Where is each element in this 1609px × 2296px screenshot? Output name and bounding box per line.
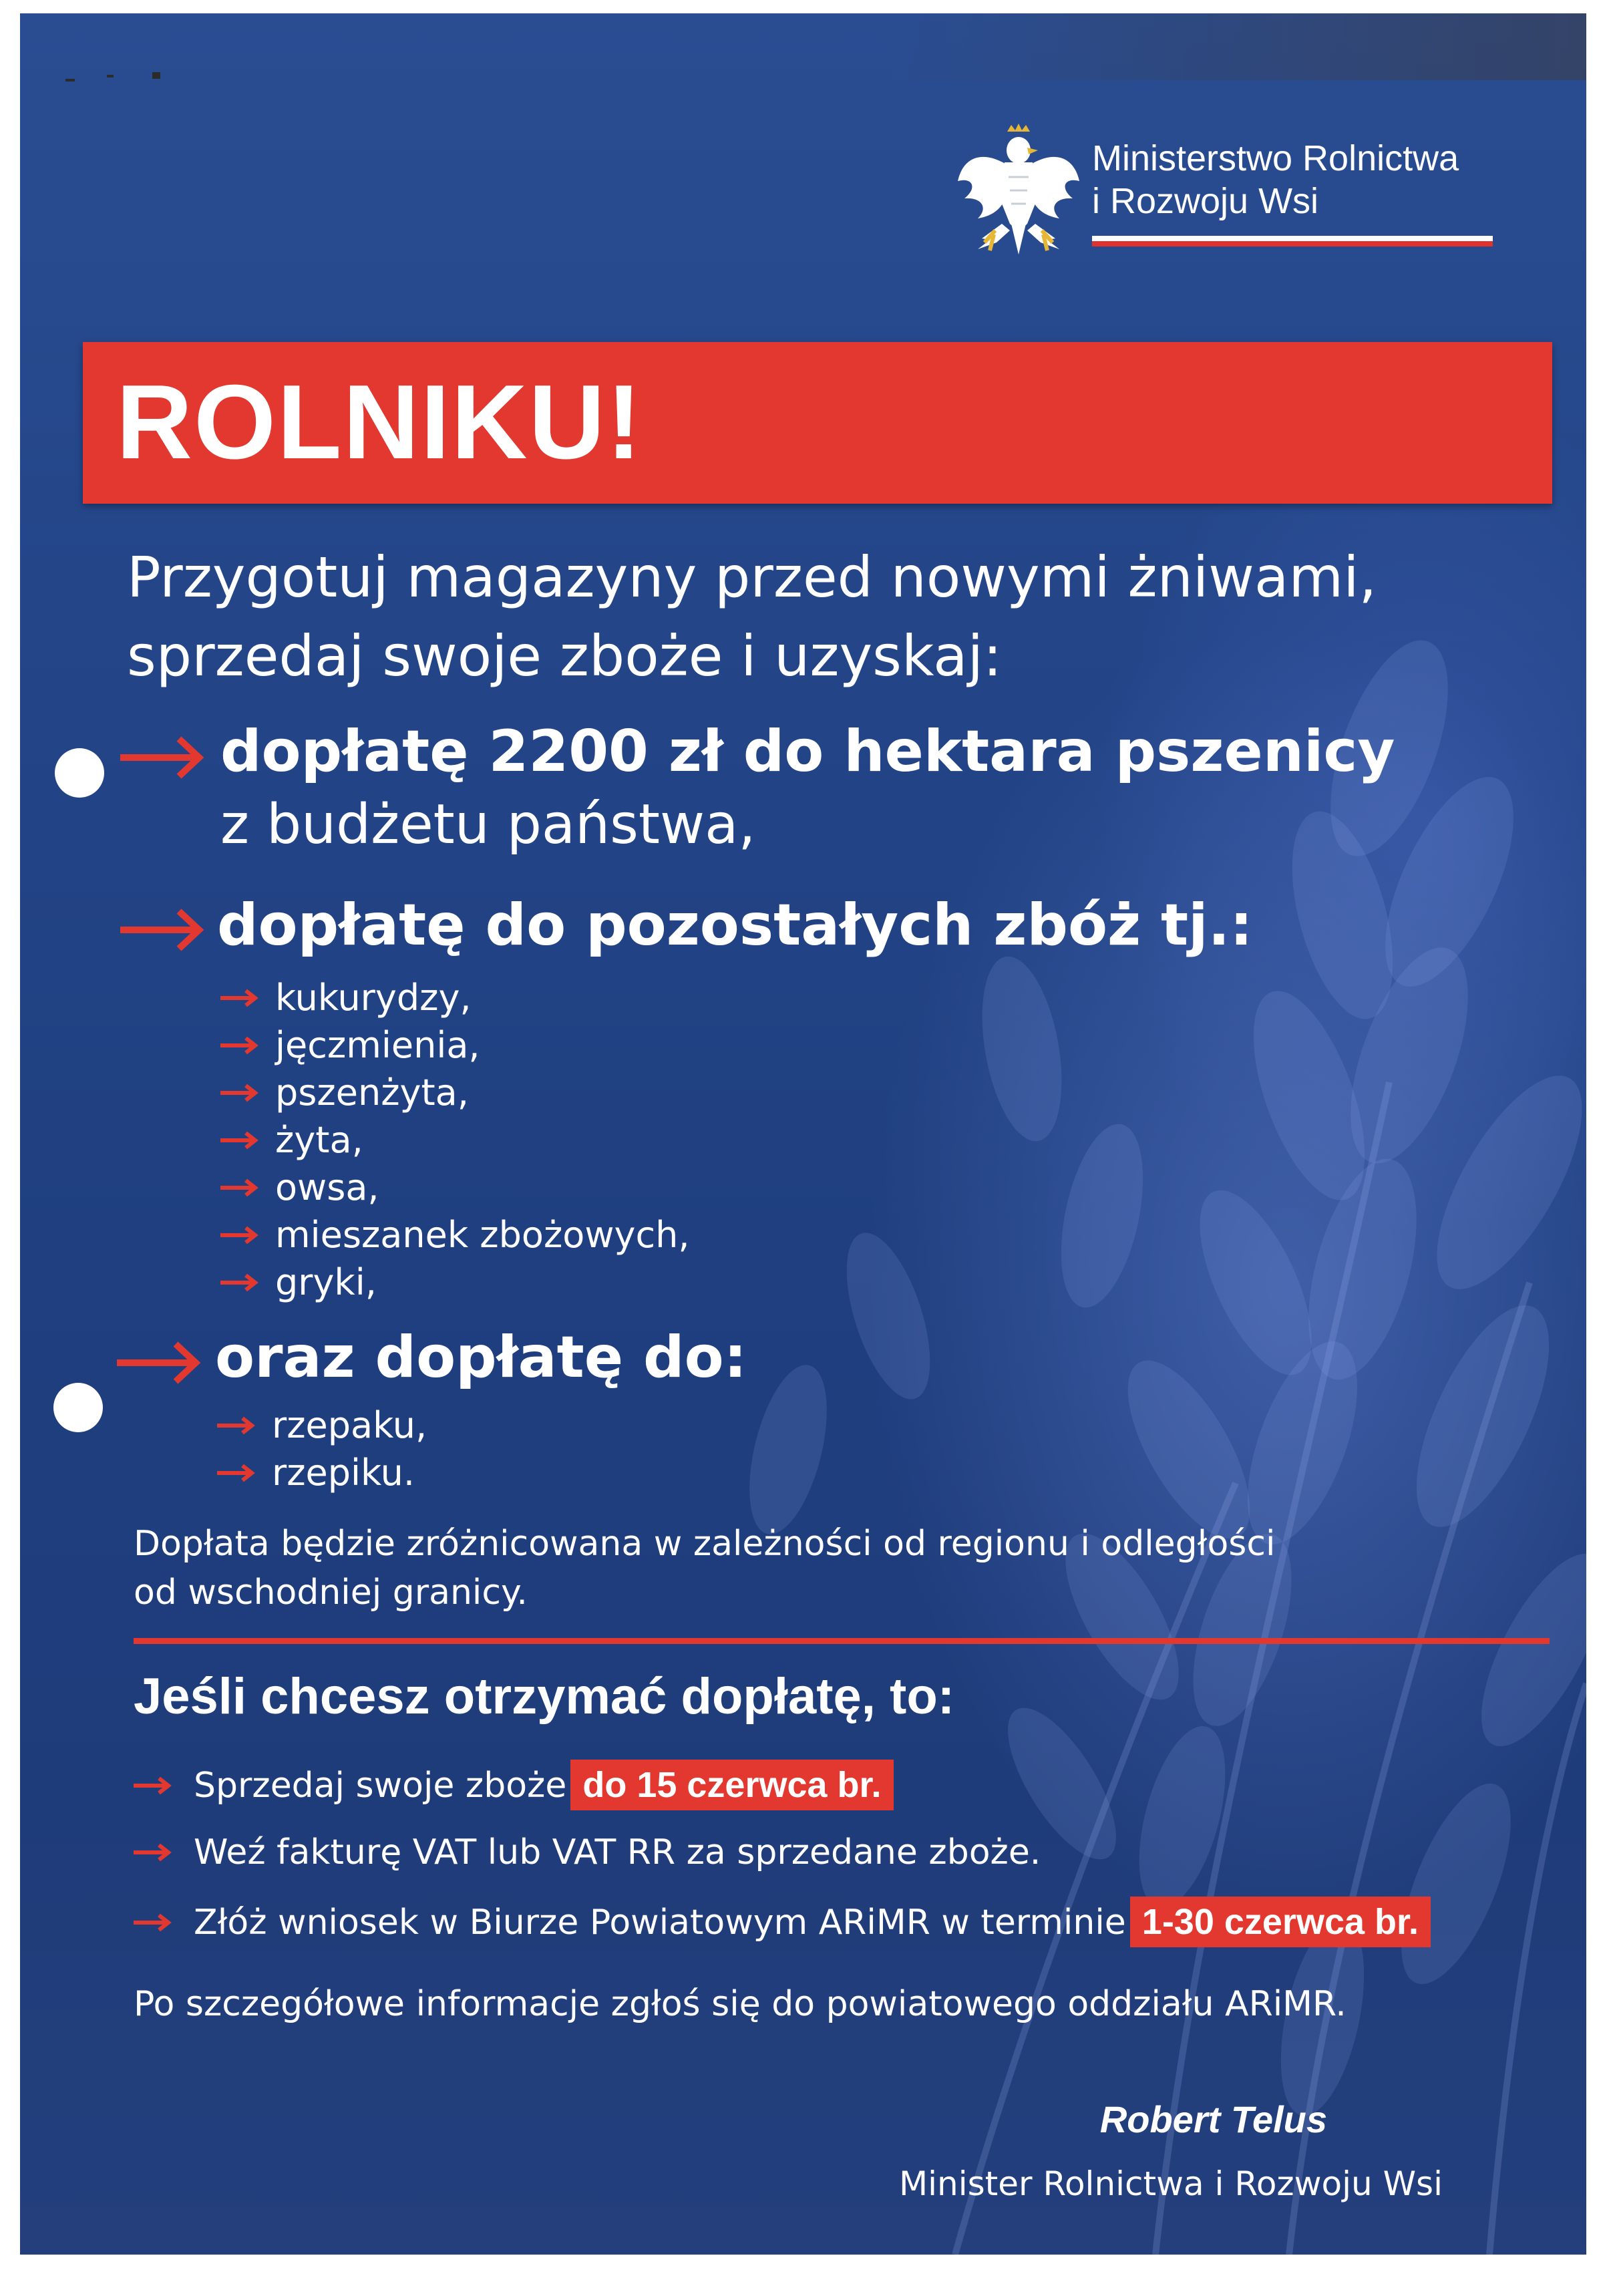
grain-name: mieszanek zbożowych, (275, 1214, 690, 1256)
other-grains-heading: dopłatę do pozostałych zbóż tj.: (217, 892, 1253, 959)
intro-text (127, 538, 1530, 695)
step3-text: Złóż wniosek w Biurze Powiatowym ARiMR w terminie (194, 1903, 1126, 1943)
intro-line2: sprzedaj swoje zboże i uzyskaj: (127, 623, 1003, 689)
red-arrow-icon (220, 1273, 259, 1292)
condition-step-text (194, 1757, 894, 1814)
poster (20, 13, 1586, 2255)
signature-name: Robert Telus (1099, 2098, 1327, 2140)
list-item (220, 1211, 690, 1259)
signature-role: Minister Rolnictwa i Rozwoju Wsi (898, 2164, 1443, 2203)
red-arrow-icon (217, 1416, 256, 1435)
red-arrow-icon (220, 1131, 259, 1150)
step1-text: Sprzedaj swoje zboże (194, 1766, 567, 1806)
step2-text: Weź fakturę VAT lub VAT RR za sprzedane zboże. (194, 1832, 1041, 1872)
oilseed-name: rzepiku. (272, 1452, 415, 1494)
red-arrow-icon (220, 1084, 259, 1102)
condition-step-text (194, 1894, 1431, 1951)
intro-line1: Przygotuj magazyny przed nowymi żniwami, (127, 544, 1377, 610)
ministry-logo (955, 124, 1516, 264)
section-divider (134, 1638, 1550, 1644)
note-line1: Dopłata będzie zróżnicowana w zależności od regionu i odległości (134, 1524, 1276, 1564)
ministry-name-line2: i Rozwoju Wsi (1092, 181, 1319, 221)
conditions-heading: Jeśli chcesz otrzymać dopłatę, to: (134, 1668, 955, 1725)
ministry-name (1092, 137, 1459, 222)
punch-hole (53, 1383, 103, 1432)
grains-list (220, 974, 690, 1306)
red-arrow-icon (134, 1776, 172, 1795)
oilseed-name: rzepaku, (272, 1404, 427, 1446)
grain-name: gryki, (275, 1261, 377, 1303)
grain-name: żyta, (275, 1119, 363, 1161)
info-text: Po szczegółowe informacje zgłoś się do powiatowego oddziału ARiMR. (134, 1984, 1347, 2024)
oilseeds-list (217, 1402, 427, 1496)
scan-speck (65, 79, 75, 81)
grain-name: pszenżyta, (275, 1072, 469, 1114)
list-item (220, 1164, 690, 1211)
red-arrow-icon (220, 1178, 259, 1197)
list-item (217, 1449, 427, 1496)
grain-name: kukurydzy, (275, 977, 472, 1019)
list-item (220, 1259, 690, 1306)
scan-speck (107, 75, 114, 77)
punch-hole (55, 748, 104, 798)
grain-name: owsa, (275, 1166, 379, 1208)
polish-eagle-emblem-icon (955, 124, 1082, 257)
headline-title: ROLNIKU! (116, 363, 643, 481)
deadline-badge: 1-30 czerwca br. (1130, 1897, 1431, 1947)
scan-speck (152, 72, 160, 79)
wheat-subsidy-heading: dopłatę 2200 zł do hektara pszenicy (220, 718, 1395, 785)
red-arrow-icon (220, 989, 259, 1007)
ministry-name-line1: Ministerstwo Rolnictwa (1092, 138, 1459, 178)
note-line2: od wschodniej granicy. (134, 1573, 528, 1613)
red-arrow-icon (220, 1226, 259, 1245)
list-item (217, 1402, 427, 1449)
oilseeds-heading: oraz dopłatę do: (215, 1324, 747, 1391)
wheat-subsidy-source: z budżetu państwa, (220, 793, 756, 856)
flag-bar (1092, 236, 1493, 247)
deadline-badge: do 15 czerwca br. (570, 1760, 893, 1810)
headline-banner (83, 342, 1552, 504)
red-arrow-icon (217, 1464, 256, 1482)
list-item (220, 1021, 690, 1069)
grain-name: jęczmienia, (275, 1024, 480, 1066)
scan-shadow-band (20, 13, 1586, 80)
red-arrow-icon (134, 1843, 172, 1862)
list-item (220, 1069, 690, 1116)
list-item (220, 1116, 690, 1164)
regional-note (134, 1520, 1469, 1617)
red-arrow-icon (120, 909, 206, 951)
red-arrow-icon (120, 736, 206, 779)
red-arrow-icon (117, 1341, 202, 1384)
red-arrow-icon (134, 1913, 172, 1932)
list-item (220, 974, 690, 1021)
red-arrow-icon (220, 1036, 259, 1055)
